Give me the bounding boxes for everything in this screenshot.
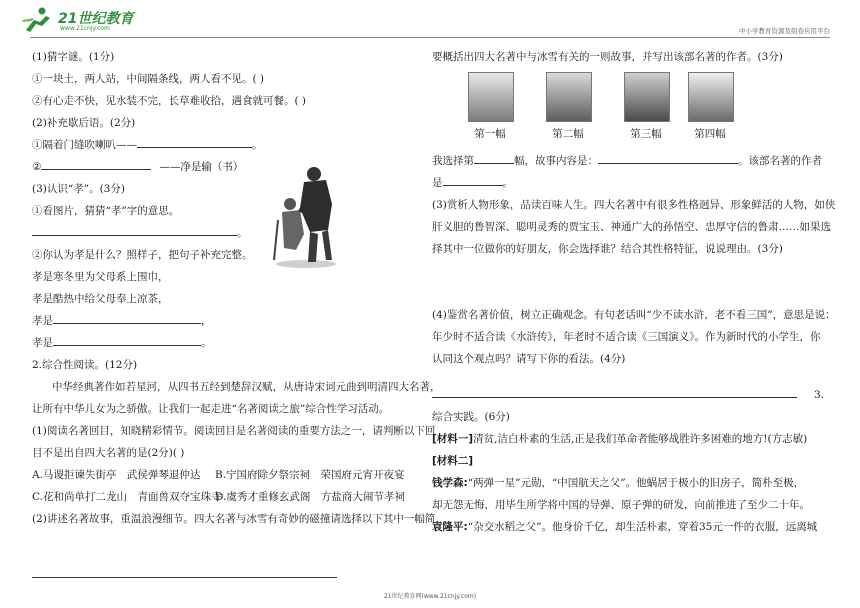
choose-prefix: 我选择第: [432, 155, 474, 167]
material-1-text: 清贫,洁白朴素的生活,正是我们革命者能够战胜许多困难的地方!(方志敏): [473, 433, 808, 445]
page-footer: 21世纪教育网(www.21cnjy.com): [383, 593, 477, 600]
xiehouyu-2-num: ②: [32, 161, 42, 173]
qian-line-1: [432, 472, 832, 494]
q3-guess-end: 。: [237, 227, 248, 239]
choose-picture-blank[interactable]: [474, 150, 514, 164]
section-3-title: 综合实践。(6分): [432, 411, 510, 423]
example-sentence-2: 孝是酷热中给父母奉上凉茶，: [32, 293, 169, 305]
answer-line[interactable]: [32, 577, 337, 578]
section-2-intro-1: 中华经典著作如若星河，从四书五经到楚辞汉赋，从唐诗宋词元曲到明清四大名著，: [52, 381, 441, 393]
q3-guess-answer: [32, 222, 412, 244]
qian-text-1: “两弹一星”元勋，“中国航天之父”。他蜗居于极小的旧房子，简朴至极，: [467, 477, 805, 489]
fill-sentence-1: [32, 310, 412, 332]
story-blank[interactable]: [598, 150, 738, 164]
picture-3: [624, 72, 670, 122]
section-3-number: 3.: [813, 389, 824, 401]
author-prefix: 是: [432, 177, 443, 189]
section-2-intro-2: 让所有中华儿女为之骄傲。让我们一起走进“名著阅读之旅”综合性学习活动。: [32, 403, 390, 415]
xiehouyu-2-answer: ——净是输（书）: [159, 161, 244, 173]
q4-line-3: 认同这个观点吗？请写下你的看法。(4分): [432, 353, 626, 365]
yuan-name: 袁隆平:: [432, 521, 468, 533]
options-row-1: [32, 464, 412, 486]
material-2-label: [材料二]: [432, 455, 474, 467]
picture-row: [432, 72, 832, 150]
q3-line-1: (3)赏析人物形象，品读百味人生。四大名著中有很多性格迥异、形象鲜活的人物，如侠: [432, 199, 836, 211]
options-row-2: [32, 486, 412, 508]
caption-4: 第四幅: [694, 128, 726, 140]
material-1: [432, 428, 832, 450]
option-d[interactable]: D.虞秀才重修玄武阁 方盐商大闹节孝祠: [215, 491, 405, 503]
q3-guess-prompt: ①看图片，猜猜“孝”字的意思。: [32, 205, 180, 217]
section-2-title: 2.综合性阅读。(12分): [32, 359, 138, 371]
q2-title: (2)补充歇后语。(2分): [32, 117, 136, 129]
platform-name: 中小学教育资源及组卷应用平台: [739, 27, 830, 35]
xiehouyu-1: [32, 134, 412, 156]
yuan-text-1: “杂交水稻之父”。他身价千亿，却生活朴素，穿着35元一件的衣服，远离城: [467, 521, 818, 533]
option-a[interactable]: A.马谡拒谏失街亭 武侯弹琴退仲达: [32, 469, 201, 481]
q3-sentence-prompt: ②你认为孝是什么？照样子，把句子补充完整。: [32, 249, 253, 261]
q4-line-2: 年少时不适合读《水浒传》，年老时不适合读《三国演义》。作为新时代的小学生，你: [432, 331, 821, 343]
qian-name: 钱学森:: [432, 477, 468, 489]
option-c[interactable]: C.花和尚单打二龙山 青面兽双夺宝珠寺: [32, 491, 222, 503]
author-blank[interactable]: [443, 172, 503, 186]
material-1-label: [材料一]: [432, 433, 474, 445]
q3-answer-space[interactable]: [432, 260, 832, 304]
filial-piety-illustration: [270, 160, 342, 272]
q3-title: (3)认识“孝”。(3分): [32, 183, 125, 195]
q4-answer-blank[interactable]: [432, 384, 797, 398]
fill-sentence-2: [32, 332, 412, 354]
choose-suffix: 。该部名著的作者: [738, 155, 822, 167]
xiehouyu-1-prompt: ①隔着门缝吹喇叭——: [32, 139, 137, 151]
author-line: [432, 172, 832, 194]
s2-q1-line-2: 目不是出自四大名著的是(2分)( ): [32, 447, 185, 459]
picture-1: [468, 72, 514, 122]
qian-line-2: 却无怨无悔，用毕生所学将中国的导弹、原子弹的研发，向前推进了至少二十年。: [432, 499, 810, 511]
q3-line-2: 肝义胆的鲁智深、聪明灵秀的贾宝玉、神通广大的孙悟空、忠厚守信的鲁肃……如果选: [432, 221, 831, 233]
runner-logo-icon: [20, 6, 56, 34]
header-divider: [30, 37, 830, 38]
q3-guess-blank[interactable]: [32, 222, 237, 236]
fill-1-prefix: 孝是: [32, 315, 53, 327]
fill-1-end: ，: [201, 315, 212, 327]
choose-mid: 幅，故事内容是：: [514, 155, 598, 167]
s2-q2-line-1: (2)讲述名著故事，重温浪漫细节。四大名著与冰雪有奇妙的磁撞请选择以下其中一幅简: [32, 513, 436, 525]
caption-3: 第三幅: [630, 128, 662, 140]
spacer: [432, 370, 832, 384]
fill-1-blank[interactable]: [53, 310, 201, 324]
yuan-line-1: [432, 516, 832, 538]
author-end: 。: [502, 177, 513, 189]
picture-4: [688, 72, 734, 122]
site-logo: [20, 6, 150, 36]
xiehouyu-1-blank[interactable]: [137, 134, 252, 148]
left-column: [32, 46, 441, 530]
q1-title: (1)猜字谜。(1分): [32, 51, 115, 63]
xiehouyu-1-end: 。: [252, 139, 263, 151]
logo-site-text: www.21cnjy.com: [60, 25, 110, 32]
fill-2-end: 。: [201, 337, 212, 349]
fill-2-prefix: 孝是: [32, 337, 53, 349]
q4-line-1: (4)鉴赏名著价值，树立正确观念。有句老话叫“少不读水浒，老不看三国”，意思是说：: [432, 309, 836, 321]
choose-line: [432, 150, 832, 172]
s2-q1-line-1: (1)阅读名著回目，知晓精彩情节。阅读回目是名著阅读的重要方法之一，请判断以下回: [32, 425, 436, 437]
riddle-1: ①一块土，两人站，中间隔条线，两人看不见。( ): [32, 73, 265, 85]
logo-brand-text: 21世纪教育: [58, 11, 134, 27]
fill-2-blank[interactable]: [53, 332, 201, 346]
riddle-2: ②有心走不快，见水装不完，长草难收拾，遇食就可餐。( ): [32, 95, 307, 107]
q3-line-3: 择其中一位做你的好朋友，你会选择谁？结合其性格特征，说说理由。(3分): [432, 243, 783, 255]
xiehouyu-2: [32, 156, 412, 178]
caption-2: 第二幅: [552, 128, 584, 140]
q4-answer-line: [432, 384, 832, 406]
r-intro: 要概括出四大名著中与冰雪有关的一则故事，并写出该部名著的作者。(3分): [432, 51, 783, 63]
caption-1: 第一幅: [474, 128, 506, 140]
example-sentence-1: 孝是寒冬里为父母系上围巾，: [32, 271, 169, 283]
right-column: [432, 46, 836, 538]
page-header: [0, 0, 860, 40]
xiehouyu-2-blank[interactable]: [41, 156, 151, 170]
picture-2: [546, 72, 592, 122]
option-b[interactable]: B.宁国府除夕祭宗祠 荣国府元宵开夜宴: [215, 469, 405, 481]
